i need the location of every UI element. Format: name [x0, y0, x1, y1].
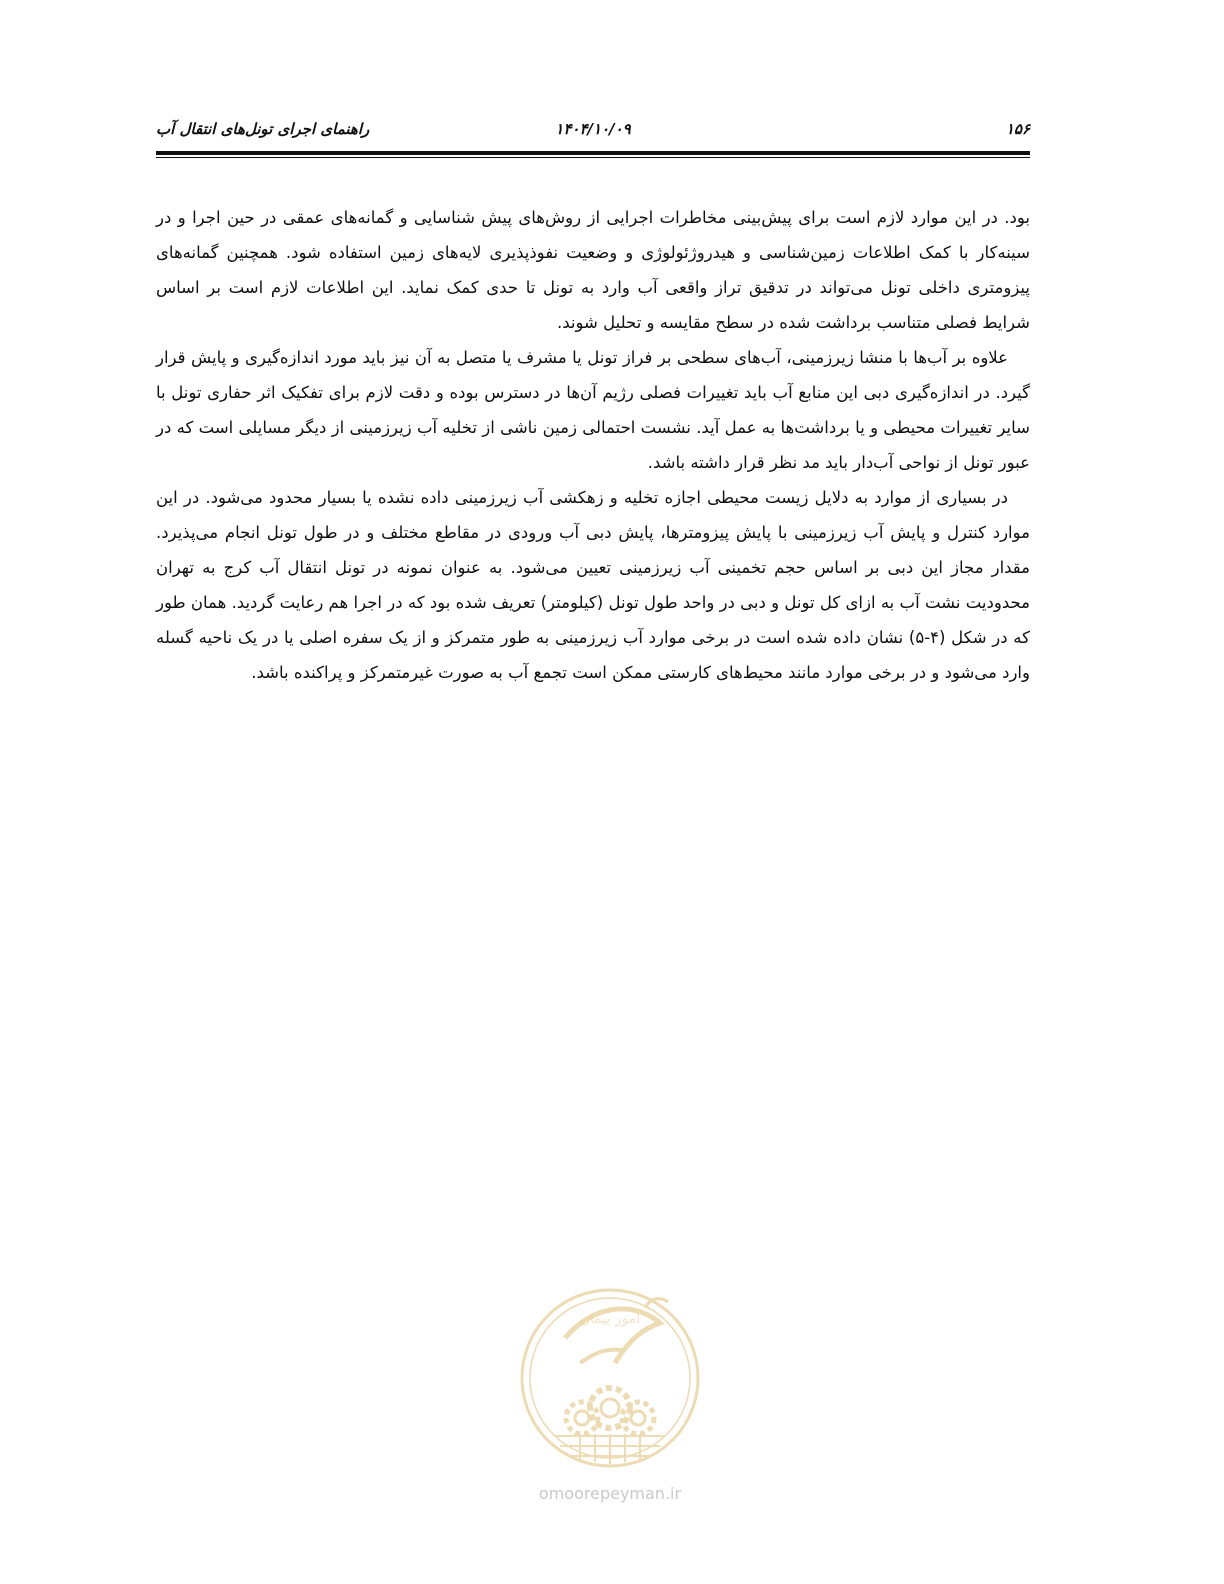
page-header: [156, 118, 1030, 148]
watermark-url: omoorepeyman.ir: [538, 1484, 682, 1503]
body-text: [156, 200, 1030, 690]
watermark-logo-text: امور پیمان: [579, 1311, 641, 1327]
paragraph-2: علاوه بر آب‌ها با منشا زیرزمینی، آب‌های سطحی بر فراز تونل یا مشرف یا متصل به آن نیز باید مورد اندازه‌گیری و پایش قرار گیرد. در اندازه‌گیری دبی این منابع آب باید تغییرات فصلی رژیم آن‌ها در دسترس بوده و دقت لازم برای تفکیک اثر حفاری تونل با سایر تغییرات محیطی و یا برداشت‌ها به عمل آید. نشست احتمالی زمین ناشی از تخلیه آب زیرزمینی از دیگر مسایلی است که در عبور تونل از نواحی آب‌دار باید مد نظر قرار داشته باشد.: [156, 348, 1030, 472]
watermark-logo: [510, 1268, 710, 1488]
paragraph-3: در بسیاری از موارد به دلایل زیست محیطی اجازه تخلیه و زهکشی آب زیرزمینی داده نشده یا بسیار محدود می‌شود. در این موارد کنترل و پایش آب زیرزمینی با پایش پیزومترها، پایش دبی آب ورودی در مقاطع مختلف و در طول تونل انجام می‌پذیرد. مقدار مجاز این دبی بر اساس حجم تخمینی آب زیرزمینی تعیین می‌شود. به عنوان نمونه در تونل انتقال آب کرج به تهران محدودیت نشت آب به ازای کل تونل و دبی در واحد طول تونل (کیلومتر) تعریف شده بود که در اجرا هم رعایت گردید. همان طور که در شکل (۴-۵) نشان داده شده است در برخی موارد آب زیرزمینی به طور متمرکز و از یک سفره اصلی یا در یک ناحیه گسله وارد می‌شود و در برخی موارد مانند محیط‌های کارستی ممکن است تجمع آب به صورت غیرمتمرکز و پراکنده باشد.: [156, 488, 1031, 682]
page-number: ۱۵۶: [1005, 120, 1030, 138]
header-date: ۱۴۰۴/۱۰/۰۹: [555, 120, 631, 138]
header-rule-thin: [156, 157, 1030, 158]
header-rule-thick: [156, 151, 1030, 155]
paragraph-1: بود. در این موارد لازم است برای پیش‌بینی مخاطرات اجرایی از روش‌های پیش شناسایی و گمانه‌های عمقی در حین اجرا و در سینه‌کار با کمک اطلاعات زمین‌شناسی و هیدروژئولوژی و وضعیت نفوذپذیری لایه‌های زمین استفاده شود. همچنین گمانه‌های پیزومتری داخلی تونل می‌تواند در تدقیق تراز واقعی آب وارد به تونل تا حدی کمک نماید. این اطلاعات لازم است بر اساس شرایط فصلی متناسب برداشت شده در سطح مقایسه و تحلیل شوند.: [156, 208, 1030, 332]
running-title: راهنمای اجرای تونل‌های انتقال آب: [156, 120, 370, 138]
